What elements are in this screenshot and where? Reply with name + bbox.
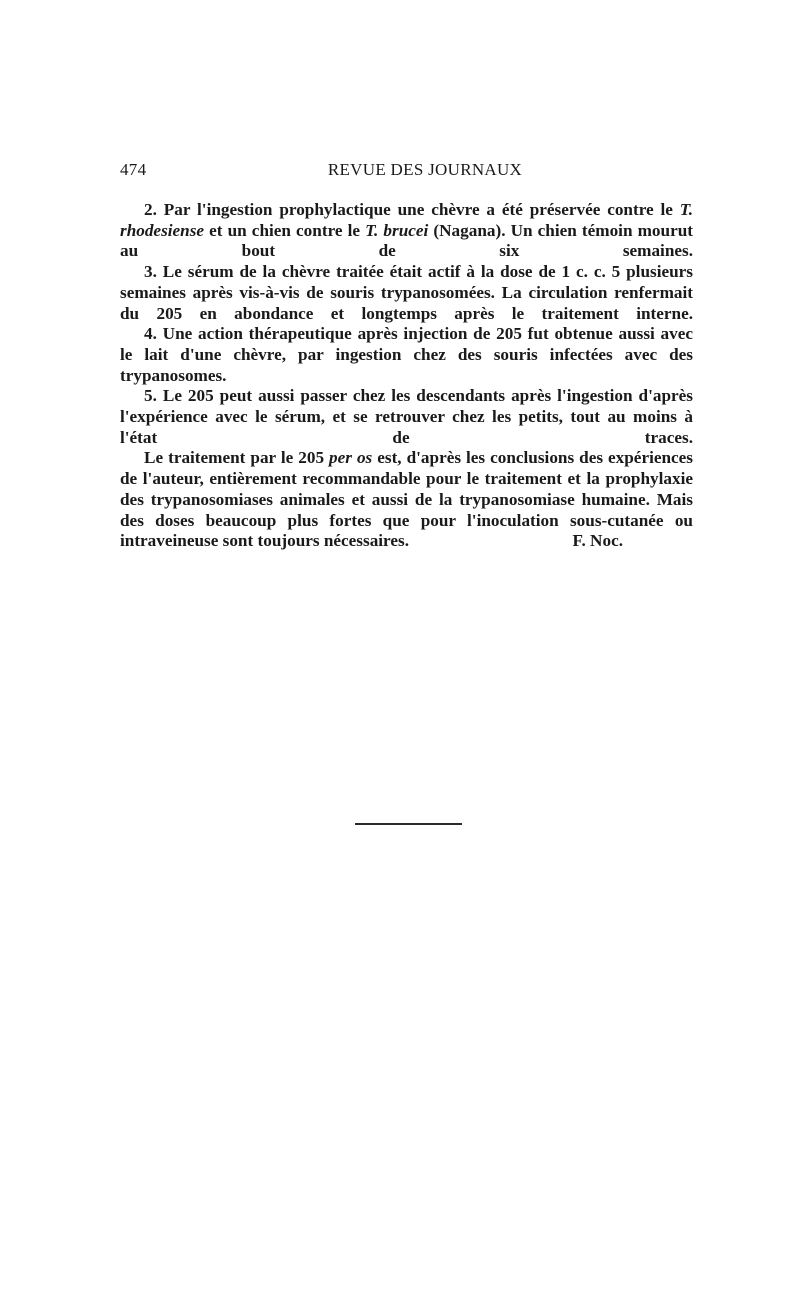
- paragraph-text: 2. Par l'ingestion prophylactique une chèvre a été préservée contre le: [144, 200, 680, 219]
- paragraph-5: [120, 386, 693, 448]
- paragraph-4: [120, 324, 693, 386]
- species-name: T. brucei: [365, 220, 429, 240]
- paragraph-text: 3. Le sérum de la chèvre traitée était actif à la dose de 1 c. c. 5 plusieurs semaines après vis-à-vis de souris trypanosomées. La circulation renfermait du 205 en abondance et longtemps après le traitement interne.: [120, 262, 693, 323]
- section-divider-rule: [355, 823, 462, 825]
- page-header: [120, 160, 700, 186]
- author-signature: F. Noc.: [572, 531, 623, 551]
- paragraph-text: (Nagana). Un chien témoin mourut au bout de six semaines.: [120, 220, 693, 261]
- paragraph-2: [120, 200, 693, 262]
- paragraph-conclusion: [120, 448, 693, 552]
- paragraph-text: Le traitement par le 205: [144, 448, 330, 468]
- article-body: [120, 200, 693, 552]
- paragraph-text: et un chien contre le: [204, 220, 366, 240]
- paragraph-text: 4. Une action thérapeutique après injection de 205 fut obtenue aussi avec le lait d'une chèvre, par ingestion chez des souris infectées avec des trypanosomes.: [120, 324, 693, 385]
- paragraph-text: est, d'après les conclusions des expériences de l'auteur, entièrement recommandable pour le traitement et la prophylaxie des trypanosomiases animales et aussi de la trypanosomiase humaine. Mais des doses beaucoup plus fortes que pour l'inoculation sous-cutanée ou intraveineuse sont toujours nécessaires.: [120, 448, 693, 551]
- paragraph-text: 5. Le 205 peut aussi passer chez les descendants après l'ingestion d'après l'expérience avec le sérum, et se retrouver chez les petits, tout au moins à l'état de traces.: [120, 386, 693, 447]
- running-head: REVUE DES JOURNAUX: [327, 160, 523, 179]
- species-name: T. rhodesiense: [120, 200, 693, 240]
- latin-phrase: per os: [329, 448, 373, 468]
- page-number: 474: [120, 160, 147, 179]
- paragraph-3: [120, 262, 693, 324]
